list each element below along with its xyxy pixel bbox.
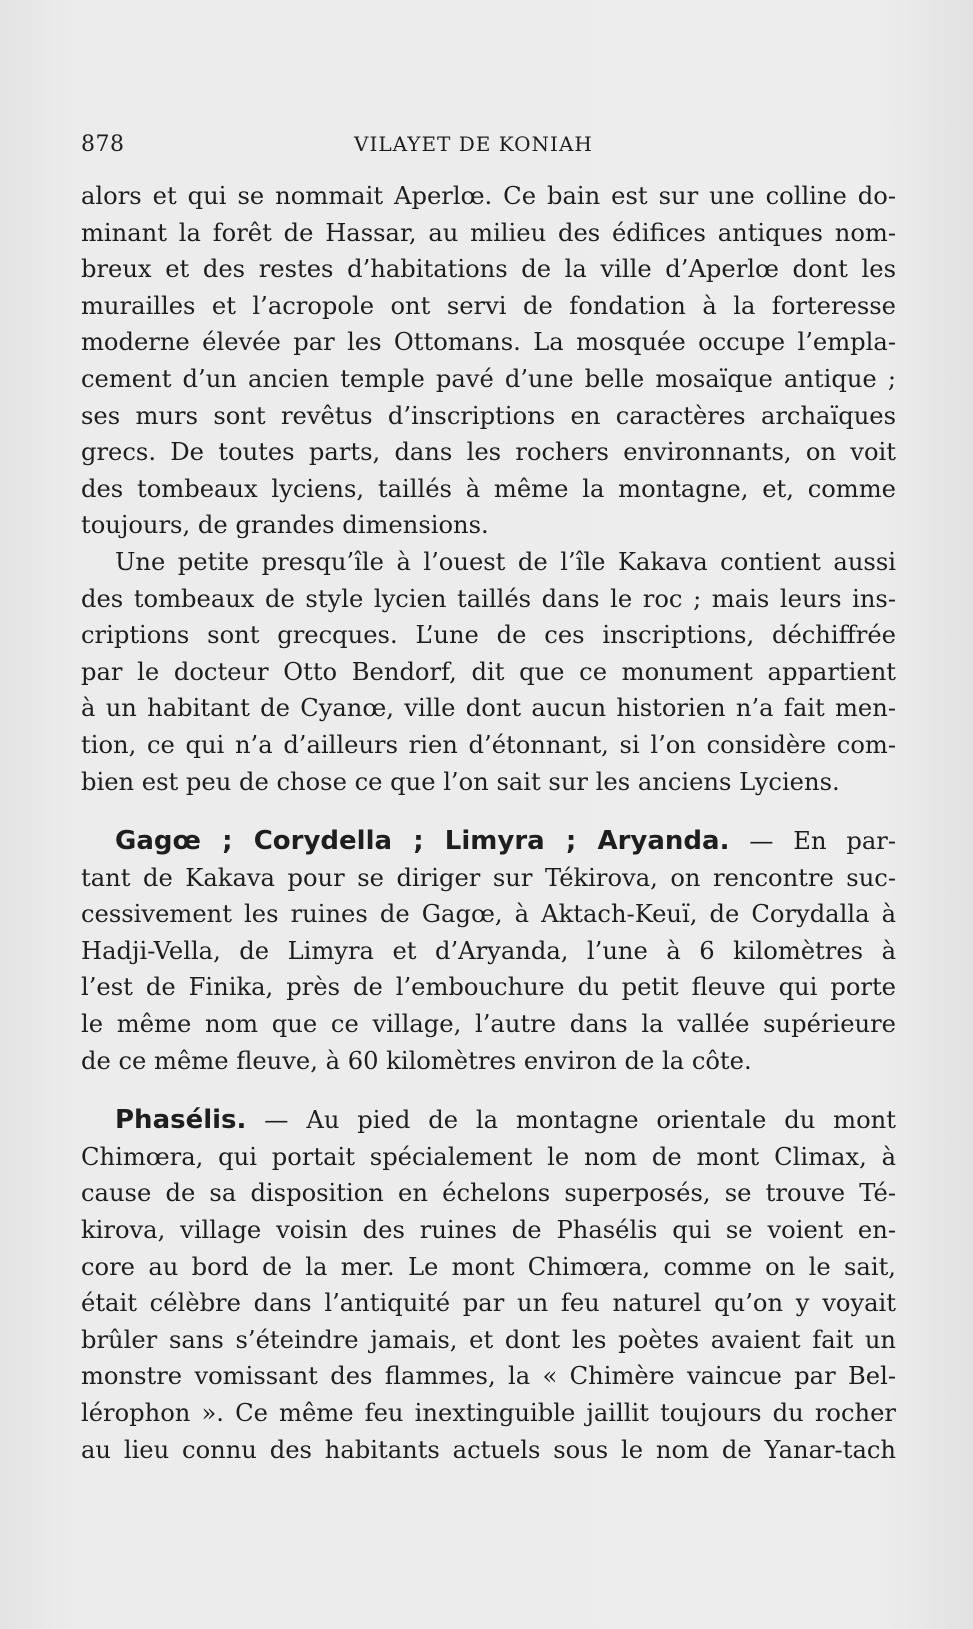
text-line: Chimœra, qui portait spécialement le nom de mont Climax, à	[81, 1142, 896, 1171]
section-heading: Phasélis.	[115, 1105, 247, 1136]
text-line: au lieu connu des habitants actuels sous le nom de Yanar-tach	[81, 1435, 896, 1464]
text-line: minant la forêt de Hassar, au milieu des édifices antiques nom-	[81, 218, 896, 247]
text-line: tion, ce qui n’a d’ailleurs rien d’étonnant, si l’on considère com-	[81, 730, 896, 759]
text-line: grecs. De toutes parts, dans les rochers environnants, on voit	[81, 438, 896, 467]
text-line: Une petite presqu’île à l’ouest de l’île Kakava contient aussi	[115, 547, 896, 576]
text-line: était célèbre dans l’antiquité par un feu naturel qu’on y voyait	[81, 1289, 896, 1318]
text-line: tant de Kakava pour se diriger sur Tékirova, on rencontre suc-	[81, 863, 896, 892]
text-line: l’est de Finika, près de l’embouchure du petit fleuve qui porte	[81, 973, 896, 1002]
text-line: alors et qui se nommait Aperlœ. Ce bain est sur une colline do-	[81, 182, 896, 210]
text-line: ses murs sont revêtus d’inscriptions en caractères archaïques	[81, 401, 896, 430]
page-body	[81, 178, 896, 1468]
text-line: cessivement les ruines de Gagœ, à Aktach-Keuï, de Corydalla à	[81, 900, 896, 929]
text-run: — En par-	[749, 827, 896, 856]
text-line: brûler sans s’éteindre jamais, et dont les poètes avaient fait un	[81, 1325, 896, 1354]
text-line: toujours, de grandes dimensions.	[81, 511, 489, 540]
text-line: breux et des restes d’habitations de la ville d’Aperlœ dont les	[81, 255, 896, 284]
text-line: cause de sa disposition en échelons superposés, se trouve Té-	[81, 1179, 896, 1208]
text-line: cement d’un ancien temple pavé d’une belle mosaïque antique ;	[81, 364, 896, 393]
text-line: murailles et l’acropole ont servi de fondation à la forteresse	[81, 291, 896, 320]
text-line: le même nom que ce village, l’autre dans la vallée supérieure	[81, 1010, 896, 1039]
section-gagoe	[81, 823, 896, 1079]
text-line: à un habitant de Cyanœ, ville dont aucun historien n’a fait men-	[81, 694, 896, 723]
text-line: de ce même fleuve, à 60 kilomètres environ de la côte.	[81, 1046, 752, 1075]
text-line	[81, 1102, 896, 1139]
text-line: par le docteur Otto Bendorf, dit que ce monument appartient	[81, 657, 896, 686]
paragraph-aperloe	[81, 178, 896, 544]
paragraph-kakava	[81, 544, 896, 800]
text-line: des tombeaux de style lycien taillés dans le roc ; mais leurs ins-	[81, 584, 896, 613]
text-line: core au bord de la mer. Le mont Chimœra, comme on le sait,	[81, 1252, 896, 1281]
text-line	[81, 823, 896, 860]
running-head: VILAYET DE KONIAH	[354, 132, 593, 156]
text-line: kirova, village voisin des ruines de Phasélis qui se voient en-	[81, 1216, 896, 1245]
text-line: des tombeaux lyciens, taillés à même la montagne, et, comme	[81, 474, 896, 503]
page-header	[81, 132, 896, 166]
text-run: — Au pied de la montagne orientale du mont	[264, 1106, 896, 1135]
text-line: bien est peu de chose ce que l’on sait sur les anciens Lyciens.	[81, 767, 840, 796]
text-line: criptions sont grecques. L’une de ces inscriptions, déchiffrée	[81, 621, 896, 650]
text-line: moderne élevée par les Ottomans. La mosquée occupe l’empla-	[81, 328, 896, 357]
page-number: 878	[81, 132, 125, 157]
text-line: lérophon ». Ce même feu inextinguible jaillit toujours du rocher	[81, 1399, 896, 1427]
text-line: Hadji-Vella, de Limyra et d’Aryanda, l’une à 6 kilomètres à	[81, 936, 896, 965]
text-line: monstre vomissant des flammes, la « Chimère vaincue par Bel-	[81, 1362, 896, 1391]
section-phaselis	[81, 1102, 896, 1468]
section-heading: Gagœ ; Corydella ; Limyra ; Aryanda.	[115, 826, 730, 857]
